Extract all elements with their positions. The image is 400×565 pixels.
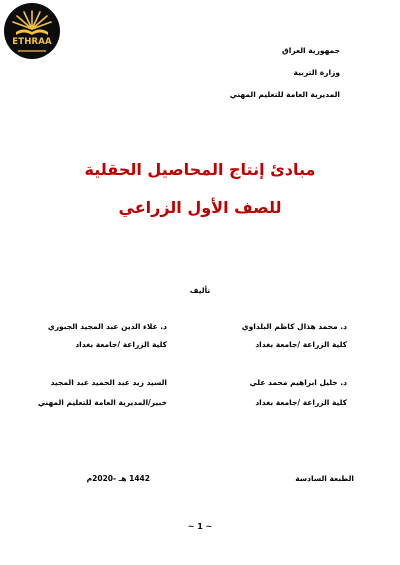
book-subtitle: للصف الأول الزراعي [118, 198, 282, 217]
page-number: ~ 1 ~ [187, 522, 213, 531]
header-country: جمهورية العراق [282, 46, 340, 55]
header-ministry: وزارة التربية [293, 68, 340, 77]
logo-text: ETHRAA [12, 37, 52, 47]
author-name: د. محمد هذال كاظم البلداوي [241, 322, 347, 331]
book-emblem-icon [4, 3, 60, 59]
book-title: مبادئ إنتاج المحاصيل الحقلية [84, 160, 316, 179]
edition-label: الطبعة السادسة [295, 474, 354, 483]
author-affiliation: كلية الزراعة /جامعة بغداد [75, 340, 167, 349]
author-affiliation: كلية الزراعة /جامعة بغداد [255, 398, 347, 407]
edition-year: 1442 هـ -2020م [86, 474, 150, 483]
author-name: السيد زيد عبد الحميد عبد المجيد [50, 378, 167, 387]
header-directorate: المديرية العامة للتعليم المهني [229, 90, 340, 99]
ethraa-logo [4, 3, 60, 59]
author-name: د. خليل ابراهيم محمد علي [249, 378, 347, 387]
author-affiliation: خبير/المديرية العامة للتعليم المهني [37, 398, 167, 407]
author-affiliation: كلية الزراعة /جامعة بغداد [255, 340, 347, 349]
author-name: د. علاء الدين عبد المجيد الجبوري [47, 322, 167, 331]
author-label: تأليف [189, 286, 211, 295]
